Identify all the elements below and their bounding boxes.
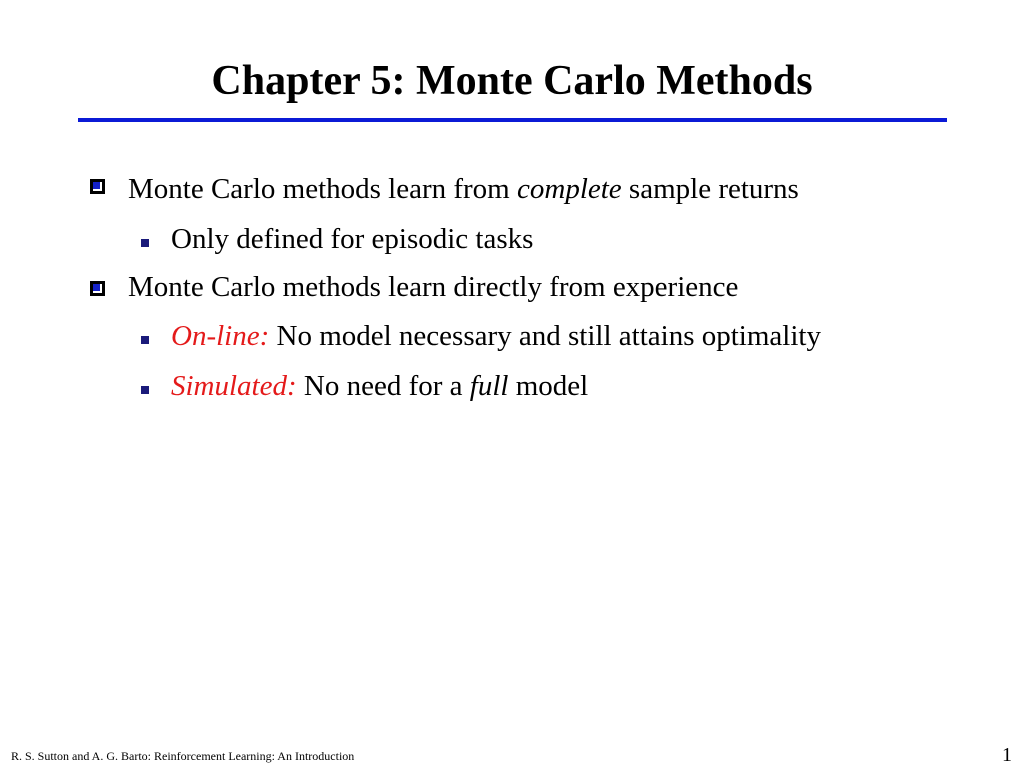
bullet-item-3-text: Monte Carlo methods learn directly from experience [128, 271, 739, 303]
square-bullet-icon [141, 239, 149, 247]
bullet-item-5-highlight: Simulated: [171, 370, 297, 402]
bullet-item-4-text: No model necessary and still attains optimality [269, 320, 821, 352]
bullet-item-5-suffix: model [508, 370, 589, 402]
bullet-item-5-prefix: No need for a [296, 370, 470, 402]
bullet-item-5 [171, 368, 588, 404]
bullet-item-2-text: Only defined for episodic tasks [171, 223, 534, 255]
bullet-item-4-highlight: On-line: [171, 320, 270, 352]
box-bullet-icon [90, 281, 105, 296]
bullet-item-5-emphasis: full [469, 370, 509, 402]
page-number: 1 [1002, 744, 1012, 766]
bullet-item-1-prefix: Monte Carlo methods learn from [128, 173, 517, 205]
box-bullet-icon [90, 179, 105, 194]
square-bullet-icon [141, 336, 149, 344]
bullet-item-4 [171, 318, 821, 354]
bullet-item-2 [171, 221, 533, 257]
bullet-item-1 [128, 171, 799, 207]
footer-citation: R. S. Sutton and A. G. Barto: Reinforcement Learning: An Introduction [11, 749, 355, 763]
bullet-item-1-suffix: sample returns [621, 173, 799, 205]
square-bullet-icon [141, 386, 149, 394]
bullet-item-1-emphasis: complete [517, 173, 622, 205]
bullet-item-3 [128, 269, 738, 305]
title-underline [78, 118, 947, 122]
slide-title: Chapter 5: Monte Carlo Methods [211, 58, 813, 104]
